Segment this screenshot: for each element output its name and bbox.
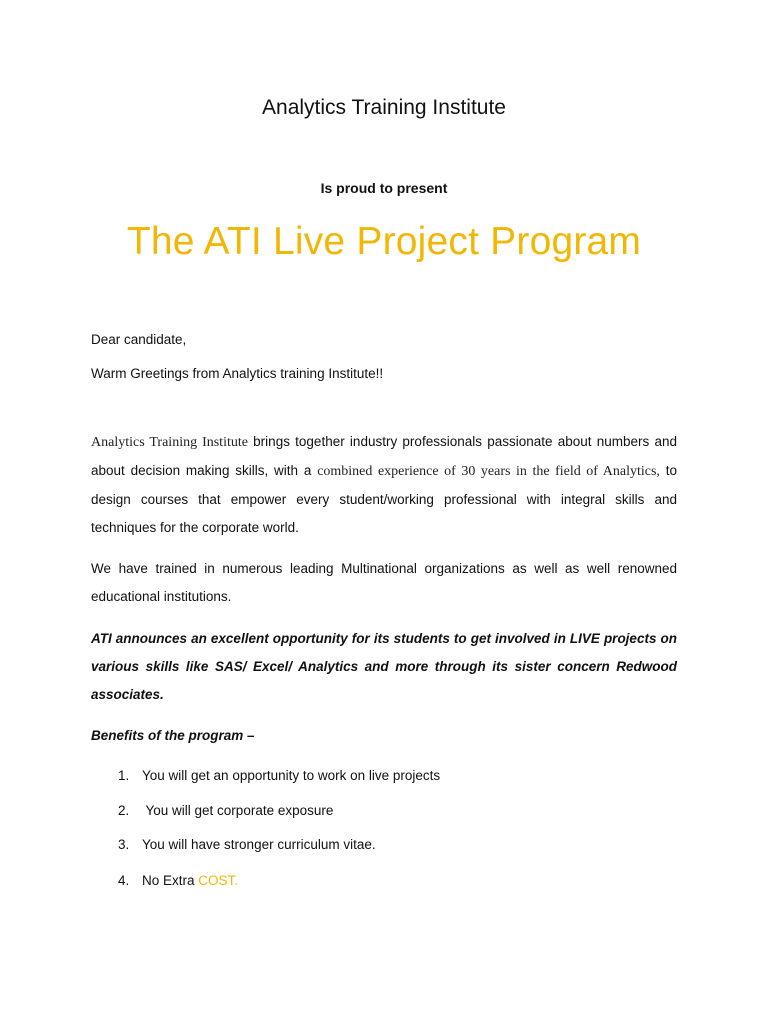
institute-name-text: Analytics Training Institute: [91, 435, 248, 450]
institute-heading: Analytics Training Institute: [262, 96, 506, 119]
intro-paragraph: [91, 428, 677, 542]
training-paragraph: We have trained in numerous leading Multinational organizations as well as well renowned educational institutions.: [91, 561, 677, 604]
benefit-text: You will have stronger curriculum vitae.: [142, 837, 376, 852]
salutation: Dear candidate,: [91, 332, 187, 347]
benefit-text: No Extra: [142, 873, 199, 888]
benefit-text: You will get corporate exposure: [142, 803, 334, 818]
experience-text: combined experience of 30 years in the field of Analytics,: [317, 464, 660, 479]
benefit-number: 3.: [118, 837, 130, 852]
announcement-paragraph: ATI announces an excellent opportunity for its students to get involved in LIVE projects on various skills like SAS/ Excel/ Analytics and more through its sister concern Redwood associates.: [91, 631, 677, 702]
benefit-text: You will get an opportunity to work on live projects: [142, 768, 441, 783]
intro-text-1: brings together industry professionals passionate about numbers and about decision making skills, with a: [91, 434, 677, 478]
benefit-number: 4.: [118, 873, 130, 888]
cost-highlight: COST.: [198, 873, 239, 888]
benefit-number: 2.: [118, 803, 130, 818]
presents-subheading: Is proud to present: [320, 180, 448, 196]
intro-text-2: to design courses that empower every student/working professional with integral skills and techniques for the corporate world.: [91, 463, 677, 535]
benefit-item: [118, 768, 440, 783]
benefits-heading: Benefits of the program –: [91, 728, 255, 743]
benefit-number: 1.: [118, 768, 130, 783]
benefit-item: [118, 837, 376, 852]
greeting: Warm Greetings from Analytics training Institute!!: [91, 366, 384, 381]
benefit-item: [118, 803, 333, 818]
program-title: The ATI Live Project Program: [126, 220, 642, 263]
benefit-item: [118, 873, 238, 888]
